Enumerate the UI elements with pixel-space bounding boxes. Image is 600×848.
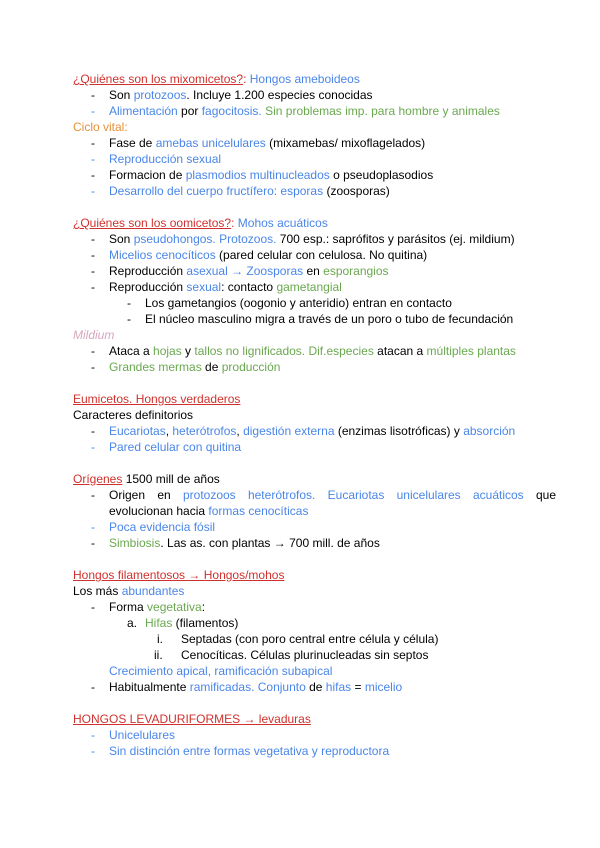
section-heading-levaduriformes: HONGOS LEVADURIFORMES → levaduras	[73, 712, 311, 726]
bullet-dash: -	[91, 424, 95, 438]
list-item-justified: Origen en protozoos heterótrofos. Eucariotas unicelulares acuáticos que	[109, 488, 556, 502]
list-item: Forma vegetativa:	[109, 600, 206, 614]
bullet-dash: -	[91, 680, 95, 694]
list-item: Fase de amebas unicelulares (mixamebas/ mixoflagelados)	[109, 136, 426, 150]
list-item-continuation: evolucionan hacia formas cenocíticas	[109, 504, 309, 518]
mildium-label: Mildium	[73, 328, 115, 342]
section-subtitle: Los más abundantes	[73, 584, 185, 598]
list-item: Reproducción sexual	[109, 152, 222, 166]
sub-list-item: El núcleo masculino migra a través de un poro o tubo de fecundación	[145, 312, 514, 326]
list-item: Micelios cenocíticos (pared celular con celulosa. No quitina)	[109, 248, 428, 262]
bullet-dash: -	[127, 312, 131, 326]
list-item: Reproducción asexual → Zoosporas en esporangios	[109, 264, 389, 278]
list-item: Son pseudohongos. Protozoos. 700 esp.: saprófitos y parásitos (ej. mildium)	[109, 232, 515, 246]
list-item: Desarrollo del cuerpo fructífero: esporas (zoosporas)	[109, 184, 390, 198]
section-subtitle: Caracteres definitorios	[73, 408, 194, 422]
bullet-dash: -	[91, 744, 95, 758]
list-label-a: a.	[127, 616, 138, 630]
section-heading-filamentosos: Hongos filamentosos → Hongos/mohos	[73, 568, 285, 582]
bullet-dash: -	[127, 296, 131, 310]
ciclo-vital-label: Ciclo vital:	[73, 120, 128, 134]
sub-sub-list-item: Cenocíticas. Células plurinucleadas sin septos	[181, 648, 429, 662]
bullet-dash: -	[91, 488, 95, 502]
bullet-dash: -	[91, 520, 95, 534]
list-item: Habitualmente ramificadas. Conjunto de hifas = micelio	[109, 680, 403, 694]
bullet-dash: -	[91, 440, 95, 454]
list-item-note: Crecimiento apical, ramificación subapical	[109, 664, 333, 678]
section-heading-mixomicetos: ¿Quiénes son los mixomicetos?: Hongos ameboideos	[73, 72, 360, 86]
list-item: Grandes mermas de producción	[109, 360, 281, 374]
bullet-dash: -	[91, 360, 95, 374]
list-item: Sin distinción entre formas vegetativa y reproductora	[109, 744, 390, 758]
list-item: Reproducción sexual: contacto gametangial	[109, 280, 342, 294]
bullet-dash: -	[91, 136, 95, 150]
bullet-dash: -	[91, 184, 95, 198]
list-item: Simbiosis. Las as. con plantas → 700 mill. de años	[109, 536, 380, 550]
bullet-dash: -	[91, 168, 95, 182]
list-item: Unicelulares	[109, 728, 176, 742]
list-label-ii: ii.	[154, 648, 163, 662]
sub-sub-list-item: Septadas (con poro central entre célula y célula)	[181, 632, 439, 646]
bullet-dash: -	[91, 104, 95, 118]
bullet-dash: -	[91, 88, 95, 102]
bullet-dash: -	[91, 264, 95, 278]
list-item: Alimentación por fagocitosis. Sin problemas imp. para hombre y animales	[109, 104, 500, 118]
bullet-dash: -	[91, 152, 95, 166]
bullet-dash: -	[91, 232, 95, 246]
bullet-dash: -	[91, 600, 95, 614]
list-item: Ataca a hojas y tallos no lignificados. Dif.especies atacan a múltiples plantas	[109, 344, 516, 358]
bullet-dash: -	[91, 344, 95, 358]
list-item: Formacion de plasmodios multinucleados o pseudoplasodios	[109, 168, 434, 182]
bullet-dash: -	[91, 728, 95, 742]
list-item: Eucariotas, heterótrofos, digestión externa (enzimas lisotróficas) y absorción	[109, 424, 516, 438]
list-item: Son protozoos. Incluye 1.200 especies conocidas	[109, 88, 373, 102]
list-item: Poca evidencia fósil	[109, 520, 216, 534]
bullet-dash: -	[91, 536, 95, 550]
bullet-dash: -	[91, 280, 95, 294]
list-label-i: i.	[157, 632, 163, 646]
list-item: Pared celular con quitina	[109, 440, 242, 454]
section-heading-eumicetos: Eumicetos. Hongos verdaderos	[73, 392, 241, 406]
bullet-dash: -	[91, 248, 95, 262]
sub-list-item: Los gametangios (oogonio y anteridio) entran en contacto	[145, 296, 452, 310]
sub-list-item: Hifas (filamentos)	[145, 616, 239, 630]
section-heading-oomicetos: ¿Quiénes son los oomicetos?: Mohos acuáticos	[73, 216, 328, 230]
section-heading-origenes: Orígenes 1500 mill de años	[73, 472, 220, 486]
